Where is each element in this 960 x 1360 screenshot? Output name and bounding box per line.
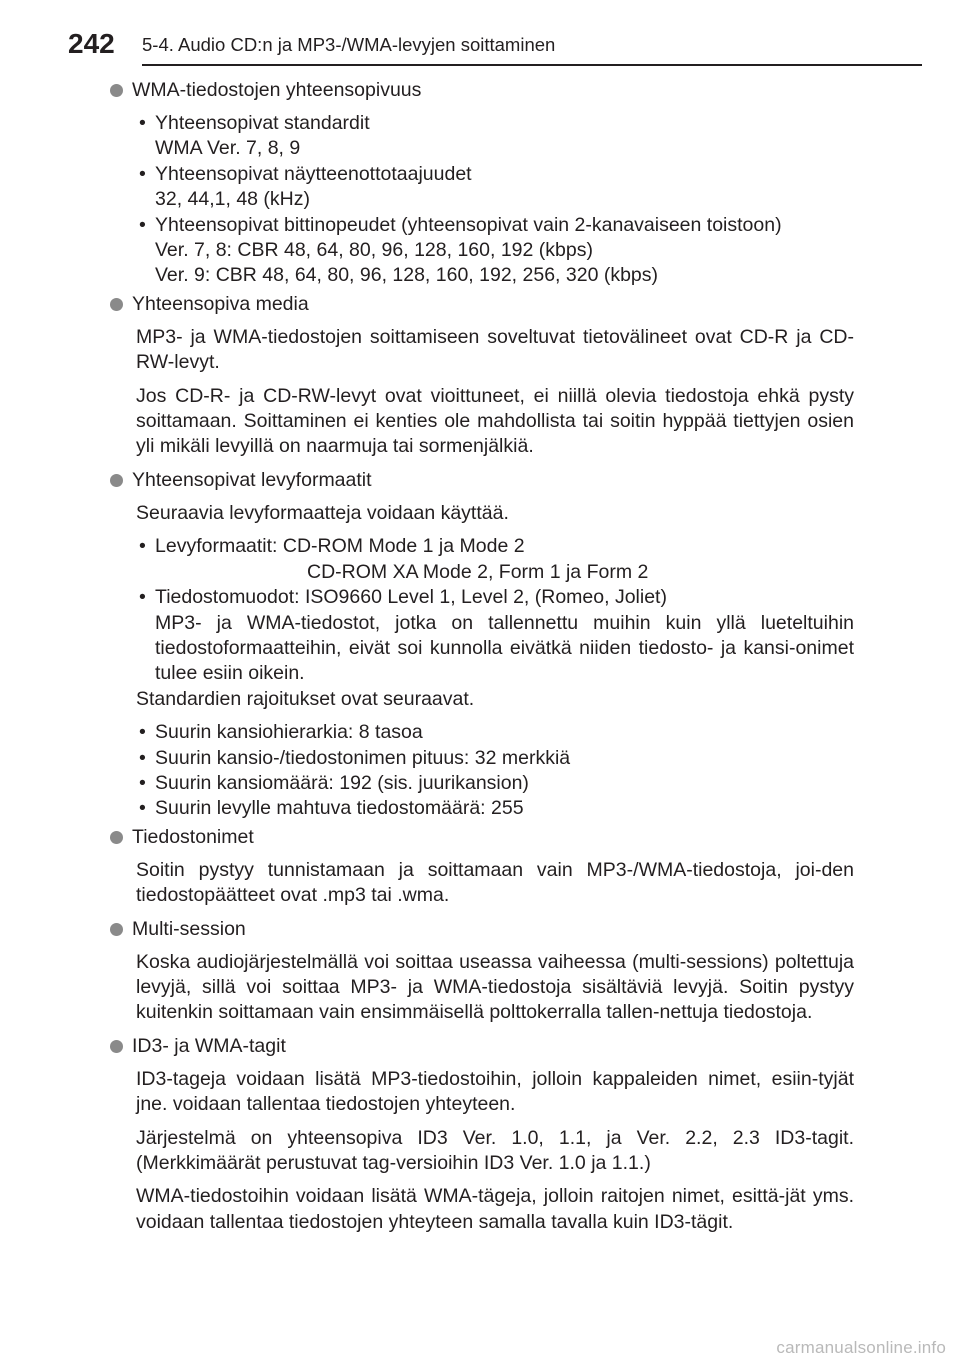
section-wma-compatibility	[110, 78, 854, 289]
section-compatible-media	[110, 292, 854, 460]
list-item	[136, 771, 854, 796]
section-heading	[110, 78, 854, 103]
paragraph: Soitin pystyy tunnistamaan ja soittamaan vain MP3-/WMA-tiedostoja, joi-den tiedostopäätteet ovat .mp3 tai .wma.	[136, 858, 854, 907]
section-heading	[110, 825, 854, 850]
list-item	[136, 162, 854, 213]
limit-item: Suurin kansiohierarkia: 8 tasoa	[155, 721, 423, 744]
section-title: WMA-tiedostojen yhteensopivuus	[132, 79, 422, 101]
section-id3-wma-tags	[110, 1034, 854, 1235]
bullet-dot-icon	[110, 1040, 123, 1053]
section-heading	[110, 917, 854, 942]
list-item	[136, 796, 854, 821]
bullet-dot-icon	[110, 298, 123, 311]
bullet-dot-icon	[110, 831, 123, 844]
item-label: Yhteensopivat bittinopeudet (yhteensopivat vain 2-kanavaiseen toistoon)	[155, 213, 782, 236]
section-title: Yhteensopivat levyformaatit	[132, 468, 372, 491]
page-header	[60, 28, 890, 68]
file-formats-label: Tiedostomuodot: ISO9660 Level 1, Level 2, (Romeo, Joliet)	[155, 586, 667, 609]
bullet-icon: •	[139, 771, 146, 794]
bullet-icon: •	[139, 746, 146, 769]
section-multi-session	[110, 917, 854, 1026]
bullet-list	[136, 111, 854, 289]
section-title: Yhteensopiva media	[132, 292, 309, 315]
list-item	[136, 534, 854, 585]
section-title: Multi-session	[132, 917, 246, 940]
bullet-dot-icon	[110, 474, 123, 487]
paragraph: MP3- ja WMA-tiedostojen soittamiseen soveltuvat tietovälineet ovat CD-R ja CD-RW-levyt.	[136, 325, 854, 374]
section-filenames	[110, 825, 854, 909]
section-heading	[110, 1034, 854, 1059]
bullet-list	[136, 534, 854, 686]
section-disc-formats	[110, 468, 854, 822]
section-title: ID3- ja WMA-tagit	[132, 1034, 286, 1057]
bullet-list	[136, 720, 854, 822]
page-number: 242	[68, 28, 115, 59]
bullet-icon: •	[139, 721, 146, 744]
item-label: Yhteensopivat näytteenottotaajuudet	[155, 162, 472, 185]
file-formats-note: MP3- ja WMA-tiedostot, jotka on tallennettu muihin kuin yllä lueteltuihin tiedostoformaatteihin, eivät soi kunnolla eivätkä niiden tiedosto- ja kansi-onimet tulee esiin oikein.	[155, 611, 854, 685]
item-label: Yhteensopivat standardit	[155, 112, 370, 134]
bullet-icon: •	[139, 213, 146, 236]
paragraph: ID3-tageja voidaan lisätä MP3-tiedostoihin, jolloin kappaleiden nimet, esiin-tyjät jne. voidaan tallentaa tiedostojen yhteyteen.	[136, 1067, 854, 1116]
bullet-icon: •	[139, 535, 146, 558]
chapter-title: 5-4. Audio CD:n ja MP3-/WMA-levyjen soittaminen	[142, 34, 556, 55]
list-item	[136, 111, 854, 162]
disc-formats-line2: CD-ROM XA Mode 2, Form 1 ja Form 2	[307, 560, 649, 583]
item-detail: WMA Ver. 7, 8, 9	[155, 137, 301, 160]
limit-item: Suurin levylle mahtuva tiedostomäärä: 255	[155, 797, 524, 820]
limit-item: Suurin kansiomäärä: 192 (sis. juurikansion)	[155, 771, 529, 794]
paragraph: Jos CD-R- ja CD-RW-levyt ovat vioittuneet, ei niillä olevia tiedostoja ehkä pysty soittamaan. Soittaminen ei kenties ole mahdollista tai soitin hyppää tiettyjen osien yli mikäli levyillä on naarmuja tai sormenjälkiä.	[136, 384, 854, 458]
bullet-dot-icon	[110, 923, 123, 936]
paragraph: Koska audiojärjestelmällä voi soittaa useassa vaiheessa (multi-sessions) poltettuja levyjä, sillä voi soittaa MP3- ja WMA-tiedostoja sisältäviä levyjä. Soitin pystyy kuitenkin soittamaan vain ensimmäisellä polttokerralla tallen-nettuja tiedostoja.	[136, 950, 854, 1024]
disc-formats-label: Levyformaatit: CD-ROM Mode 1 ja Mode 2	[155, 535, 525, 558]
item-detail: 32, 44,1, 48 (kHz)	[155, 188, 310, 211]
list-item	[136, 585, 854, 687]
bullet-dot-icon	[110, 84, 123, 97]
list-item	[136, 720, 854, 745]
list-item	[136, 746, 854, 771]
paragraph: Järjestelmä on yhteensopiva ID3 Ver. 1.0, 1.1, ja Ver. 2.2, 2.3 ID3-tagit. (Merkkimäärät perustuvat tag-versioihin ID3 Ver. 1.0 ja 1.1.)	[136, 1126, 854, 1174]
bullet-icon: •	[139, 162, 146, 185]
item-detail: Ver. 7, 8: CBR 48, 64, 80, 96, 128, 160, 192 (kbps)	[155, 239, 593, 262]
section-title: Tiedostonimet	[132, 825, 254, 848]
section-heading	[110, 292, 854, 317]
header-rule	[142, 64, 922, 66]
paragraph: WMA-tiedostoihin voidaan lisätä WMA-tägeja, jolloin raitojen nimet, esittä-jät yms. voidaan tallentaa tiedostojen yhteyteen samalla tavalla kuin ID3-tägit.	[136, 1185, 854, 1233]
bullet-icon: •	[139, 797, 146, 820]
list-item	[136, 213, 854, 289]
limits-intro: Standardien rajoitukset ovat seuraavat.	[136, 687, 475, 710]
watermark-text: carmanualsonline.info	[776, 1338, 946, 1357]
bullet-icon: •	[139, 586, 146, 609]
bullet-icon: •	[139, 112, 146, 134]
section-heading	[110, 468, 854, 493]
paragraph: Seuraavia levyformaatteja voidaan käyttää.	[136, 501, 509, 524]
page-content	[110, 78, 854, 1235]
limit-item: Suurin kansio-/tiedostonimen pituus: 32 merkkiä	[155, 746, 571, 769]
item-detail: Ver. 9: CBR 48, 64, 80, 96, 128, 160, 192, 256, 320 (kbps)	[155, 264, 659, 287]
